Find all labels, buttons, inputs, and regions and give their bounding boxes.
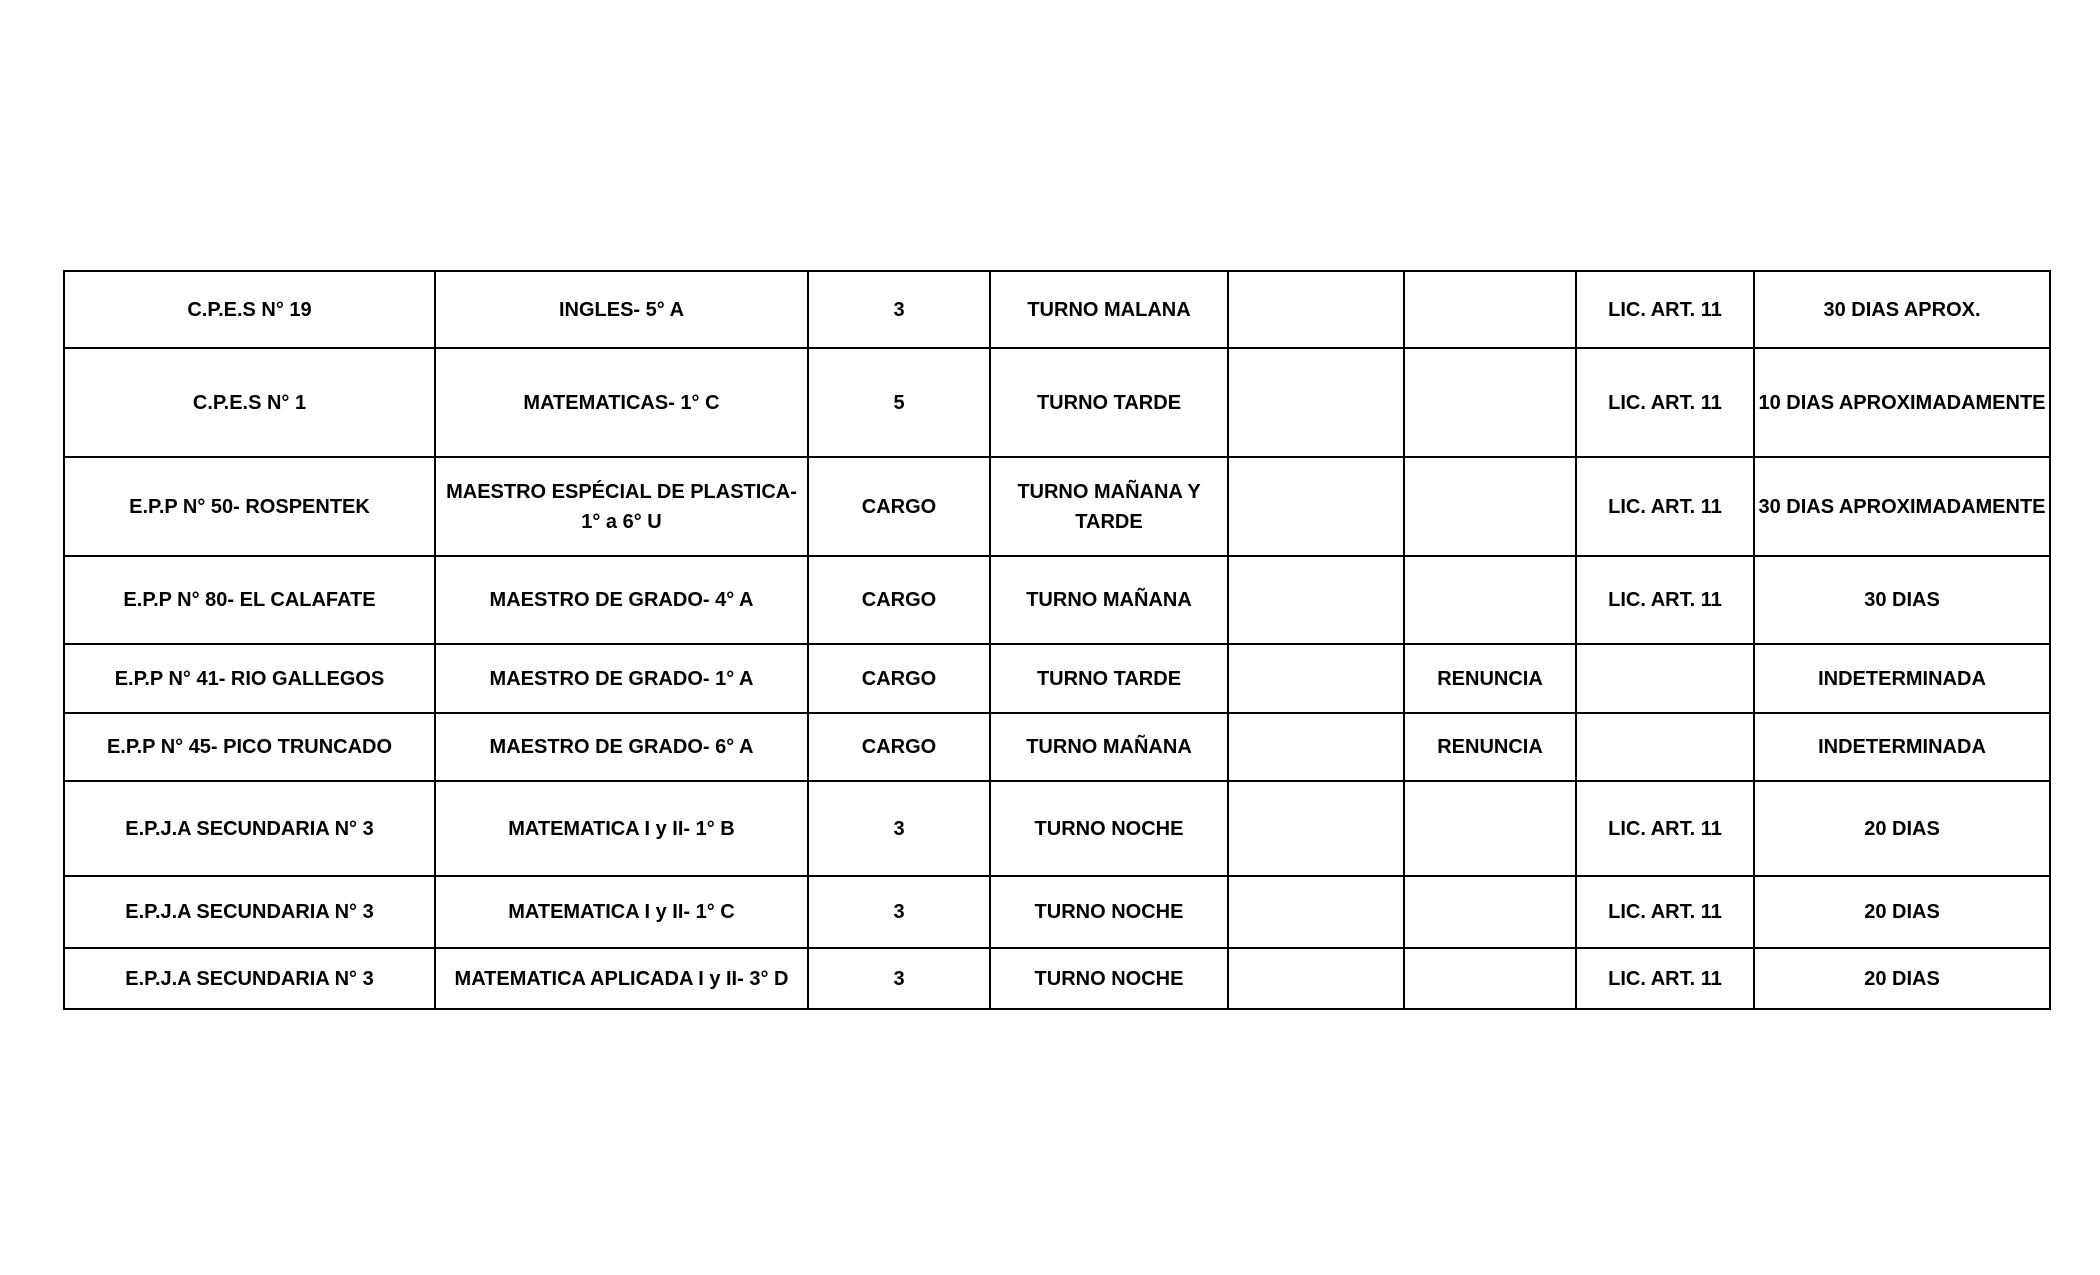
table-row	[64, 644, 2050, 713]
hours-cell: 5	[808, 348, 990, 457]
reason-cell	[1404, 948, 1576, 1009]
shift-cell: TURNO MAÑANA Y TARDE	[990, 457, 1228, 556]
empty-cell	[1228, 556, 1404, 644]
empty-cell	[1228, 948, 1404, 1009]
table-row	[64, 713, 2050, 781]
empty-cell	[1228, 348, 1404, 457]
license-cell: LIC. ART. 11	[1576, 948, 1754, 1009]
license-cell	[1576, 713, 1754, 781]
reason-cell: RENUNCIA	[1404, 713, 1576, 781]
shift-cell: TURNO NOCHE	[990, 876, 1228, 948]
reason-cell	[1404, 348, 1576, 457]
duration-cell: 30 DIAS APROXIMADAMENTE	[1754, 457, 2050, 556]
hours-cell: CARGO	[808, 556, 990, 644]
shift-cell: TURNO MAÑANA	[990, 713, 1228, 781]
reason-cell	[1404, 781, 1576, 876]
subject-cell: MAESTRO DE GRADO- 1° A	[435, 644, 808, 713]
license-cell: LIC. ART. 11	[1576, 781, 1754, 876]
duration-cell: 30 DIAS	[1754, 556, 2050, 644]
hours-cell: 3	[808, 876, 990, 948]
empty-cell	[1228, 271, 1404, 348]
school-cell: E.P.P N° 45- PICO TRUNCADO	[64, 713, 435, 781]
license-cell: LIC. ART. 11	[1576, 271, 1754, 348]
shift-cell: TURNO MALANA	[990, 271, 1228, 348]
license-cell: LIC. ART. 11	[1576, 348, 1754, 457]
reason-cell	[1404, 556, 1576, 644]
school-cell: E.P.P N° 50- ROSPENTEK	[64, 457, 435, 556]
school-cell: E.P.J.A SECUNDARIA N° 3	[64, 948, 435, 1009]
empty-cell	[1228, 457, 1404, 556]
hours-cell: CARGO	[808, 457, 990, 556]
table-row	[64, 876, 2050, 948]
duration-cell: 20 DIAS	[1754, 876, 2050, 948]
shift-cell: TURNO TARDE	[990, 644, 1228, 713]
reason-cell	[1404, 457, 1576, 556]
table-row	[64, 457, 2050, 556]
table-row	[64, 271, 2050, 348]
duration-cell: INDETERMINADA	[1754, 713, 2050, 781]
license-cell	[1576, 644, 1754, 713]
subject-cell: MATEMATICA I y II- 1° C	[435, 876, 808, 948]
school-cell: E.P.J.A SECUNDARIA N° 3	[64, 876, 435, 948]
hours-cell: CARGO	[808, 644, 990, 713]
reason-cell: RENUNCIA	[1404, 644, 1576, 713]
reason-cell	[1404, 271, 1576, 348]
table-body	[64, 271, 2050, 1009]
vacancy-table-container	[63, 270, 2051, 1010]
table-row	[64, 781, 2050, 876]
table-row	[64, 948, 2050, 1009]
hours-cell: 3	[808, 948, 990, 1009]
duration-cell: 10 DIAS APROXIMADAMENTE	[1754, 348, 2050, 457]
subject-cell: MATEMATICA I y II- 1° B	[435, 781, 808, 876]
empty-cell	[1228, 713, 1404, 781]
shift-cell: TURNO NOCHE	[990, 781, 1228, 876]
subject-cell: MAESTRO DE GRADO- 6° A	[435, 713, 808, 781]
empty-cell	[1228, 644, 1404, 713]
license-cell: LIC. ART. 11	[1576, 876, 1754, 948]
school-cell: E.P.J.A SECUNDARIA N° 3	[64, 781, 435, 876]
duration-cell: INDETERMINADA	[1754, 644, 2050, 713]
subject-cell: MAESTRO ESPÉCIAL DE PLASTICA- 1° a 6° U	[435, 457, 808, 556]
hours-cell: CARGO	[808, 713, 990, 781]
school-cell: E.P.P N° 80- EL CALAFATE	[64, 556, 435, 644]
license-cell: LIC. ART. 11	[1576, 457, 1754, 556]
school-cell: C.P.E.S N° 1	[64, 348, 435, 457]
subject-cell: MATEMATICA APLICADA I y II- 3° D	[435, 948, 808, 1009]
reason-cell	[1404, 876, 1576, 948]
shift-cell: TURNO TARDE	[990, 348, 1228, 457]
subject-cell: MATEMATICAS- 1° C	[435, 348, 808, 457]
empty-cell	[1228, 876, 1404, 948]
hours-cell: 3	[808, 271, 990, 348]
table-row	[64, 348, 2050, 457]
shift-cell: TURNO NOCHE	[990, 948, 1228, 1009]
subject-cell: INGLES- 5° A	[435, 271, 808, 348]
vacancy-table	[63, 270, 2051, 1010]
school-cell: C.P.E.S N° 19	[64, 271, 435, 348]
shift-cell: TURNO MAÑANA	[990, 556, 1228, 644]
license-cell: LIC. ART. 11	[1576, 556, 1754, 644]
table-row	[64, 556, 2050, 644]
subject-cell: MAESTRO DE GRADO- 4° A	[435, 556, 808, 644]
empty-cell	[1228, 781, 1404, 876]
duration-cell: 30 DIAS APROX.	[1754, 271, 2050, 348]
school-cell: E.P.P N° 41- RIO GALLEGOS	[64, 644, 435, 713]
duration-cell: 20 DIAS	[1754, 781, 2050, 876]
hours-cell: 3	[808, 781, 990, 876]
duration-cell: 20 DIAS	[1754, 948, 2050, 1009]
